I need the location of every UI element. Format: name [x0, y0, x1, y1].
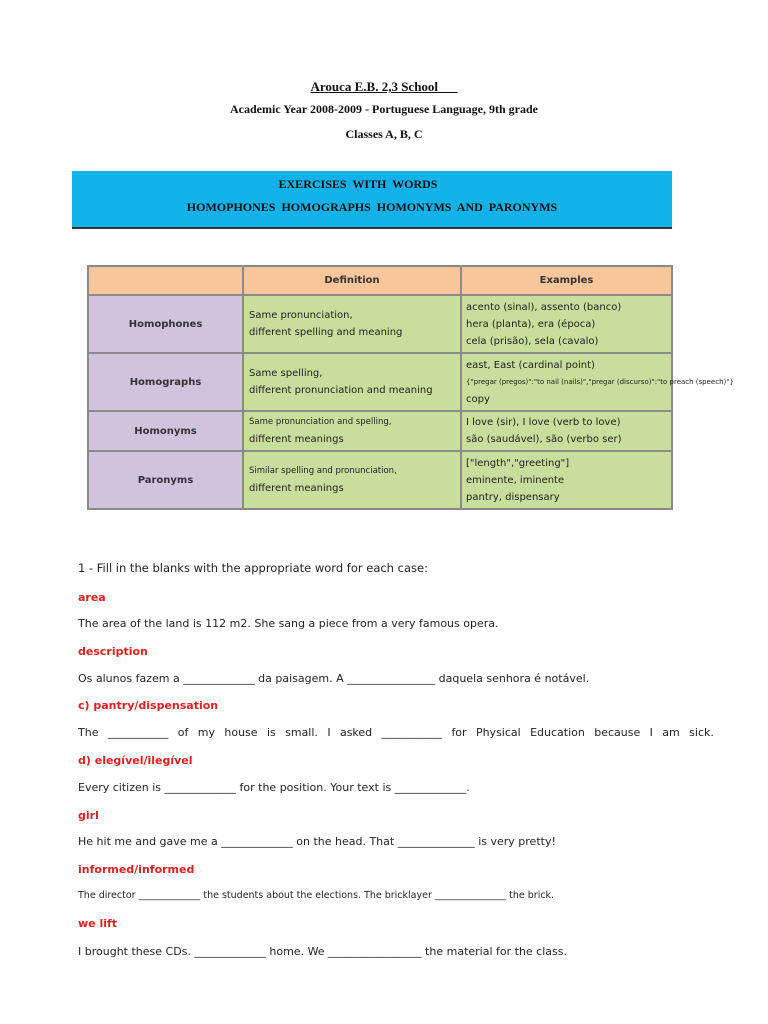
definition-line: Same pronunciation and spelling, — [249, 417, 392, 427]
table-header-examples: Examples — [461, 266, 672, 295]
example-line: ["length","greeting"] — [466, 457, 570, 469]
term-cell: Homonyms — [88, 411, 243, 451]
examples-cell — [461, 451, 672, 509]
exercise-sentence: Os alunos fazem a _____________ da paisagem. A ________________ daquela senhora é notável. — [78, 672, 590, 685]
exercise-instruction: 1 - Fill in the blanks with the appropriate word for each case: — [78, 561, 428, 575]
definition-cell — [243, 295, 461, 353]
banner-line-1: EXERCISES WITH WORDS — [278, 177, 438, 191]
school-name: Arouca E.B. 2,3 School___ — [310, 79, 458, 94]
word: Education — [530, 726, 585, 739]
exercise-label: c) pantry/dispensation — [78, 699, 219, 712]
table-row — [88, 353, 672, 411]
word: for — [451, 726, 467, 739]
definition-line: Same spelling, — [249, 368, 323, 379]
definition-line: Similar spelling and pronunciation, — [249, 466, 397, 476]
table-header-row — [88, 266, 672, 295]
word: because — [594, 726, 641, 739]
term-cell: Homophones — [88, 295, 243, 353]
examples-cell — [461, 353, 734, 411]
exercise-label: we lift — [78, 917, 118, 930]
word: house — [224, 726, 258, 739]
word: sick. — [689, 726, 714, 739]
exercise-sentence: I brought these CDs. _____________ home. We _________________ the material for the class. — [78, 945, 567, 958]
example-line: copy — [466, 393, 490, 405]
table-header-definition: Definition — [243, 266, 461, 295]
table-row — [88, 411, 672, 451]
classes: Classes A, B, C — [345, 127, 423, 141]
word: is — [266, 726, 276, 739]
word: Physical — [475, 726, 521, 739]
word: am — [662, 726, 680, 739]
definition-line: different meanings — [249, 483, 344, 494]
exercise-label: informed/informed — [78, 863, 195, 876]
word: small. — [285, 726, 318, 739]
exercise-sentence: The director _____________ the students about the elections. The bricklayer _______________ the brick. — [78, 890, 555, 901]
exercise-label: area — [78, 591, 106, 604]
banner-line-2: HOMOPHONES HOMOGRAPHS HOMONYMS AND PARONYMS — [186, 200, 558, 214]
example-line: I love (sir), I love (verb to love) — [466, 417, 621, 428]
example-line: são (saudável), são (verbo ser) — [466, 434, 622, 445]
definition-cell — [243, 411, 461, 451]
definition-line: different spelling and meaning — [249, 327, 403, 338]
exercise-sentence — [78, 726, 714, 739]
table-row — [88, 451, 672, 509]
example-line: acento (sinal), assento (banco) — [466, 301, 622, 313]
examples-cell — [461, 295, 672, 353]
example-line: eminente, iminente — [466, 474, 565, 486]
example-line: hera (planta), era (época) — [466, 318, 596, 330]
exercise-label: d) elegível/ilegível — [78, 754, 193, 767]
word: I — [327, 726, 331, 739]
term-cell: Paronyms — [88, 451, 243, 509]
example-line: {"pregar (pregos)":"to nail (nails)","pregar (discurso)":"to preach (speech)"} — [466, 377, 734, 386]
definition-line: Same pronunciation, — [249, 310, 353, 321]
academic-year: Academic Year 2008-2009 - Portuguese Language, 9th grade — [230, 102, 538, 116]
example-line: cela (prisão), sela (cavalo) — [466, 335, 599, 347]
exercise-sentence: The area of the land is 112 m2. She sang a piece from a very famous opera. — [78, 617, 499, 630]
word: I — [649, 726, 653, 739]
title-banner — [72, 171, 672, 229]
exercise-label: girl — [78, 809, 99, 822]
blank: ___________ — [381, 726, 443, 739]
exercise-sentence: Every citizen is _____________ for the position. Your text is _____________. — [78, 781, 470, 794]
word: asked — [339, 726, 373, 739]
example-line: east, East (cardinal point) — [466, 359, 595, 371]
definition-line: different meanings — [249, 434, 344, 445]
definition-cell — [243, 451, 461, 509]
table-row — [88, 295, 672, 353]
definition-cell — [243, 353, 461, 411]
blank: ___________ — [107, 726, 169, 739]
term-cell: Homographs — [88, 353, 243, 411]
word: The — [78, 726, 99, 739]
examples-cell — [461, 411, 672, 451]
example-line: pantry, dispensary — [466, 491, 560, 503]
table-header-blank — [88, 266, 243, 295]
definition-table — [87, 265, 734, 510]
word: of — [177, 726, 189, 739]
word: my — [197, 726, 215, 739]
exercise-sentence: He hit me and gave me a _____________ on the head. That ______________ is very pretty! — [78, 835, 556, 848]
definition-line: different pronunciation and meaning — [249, 385, 433, 396]
exercise-label: description — [78, 645, 148, 658]
